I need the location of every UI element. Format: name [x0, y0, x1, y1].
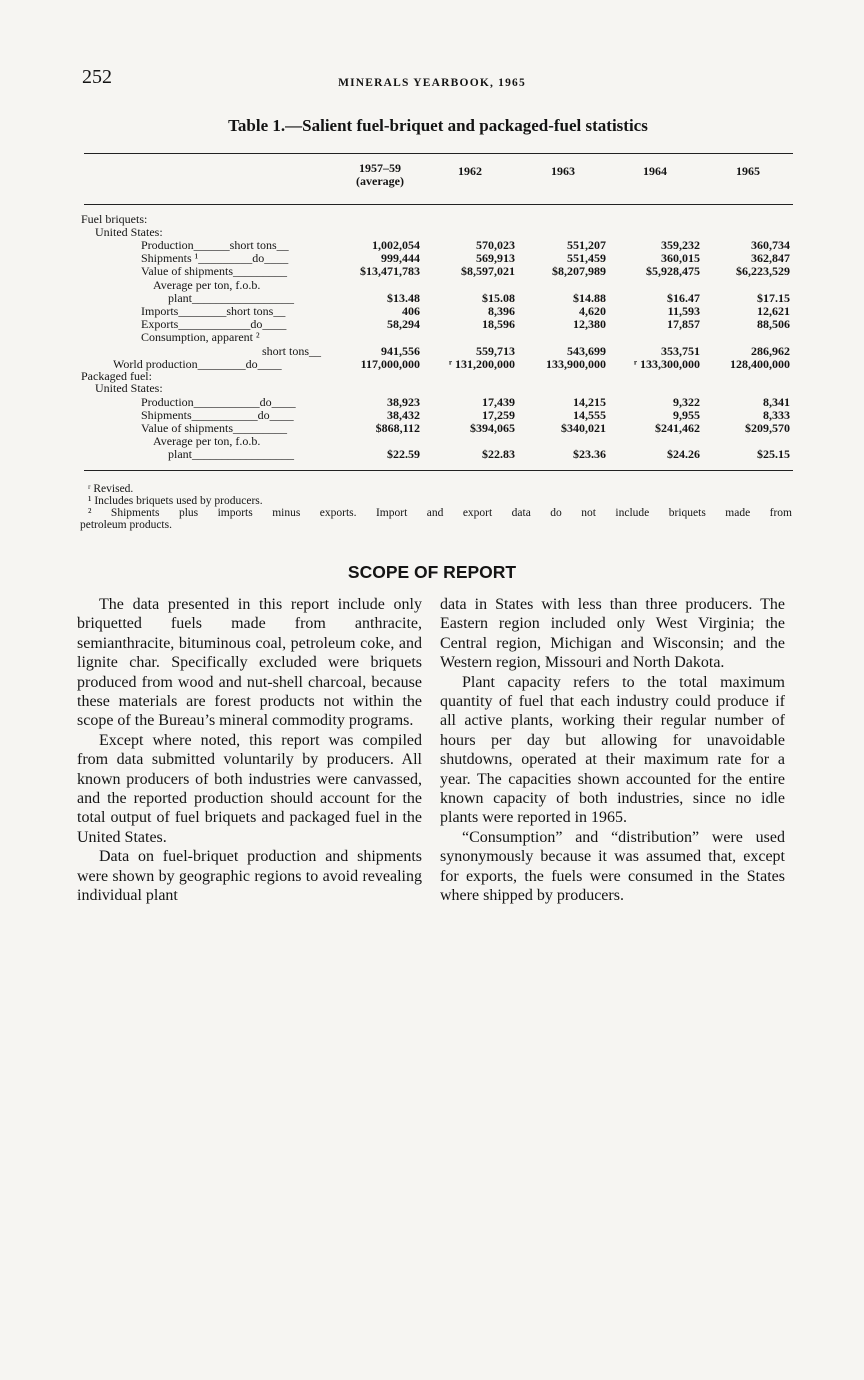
table-cell: 543,699	[567, 344, 606, 358]
row-label: Production______short tons__	[141, 238, 289, 252]
table-cell: $868,112	[375, 421, 420, 435]
table-cell: 286,962	[751, 344, 790, 358]
left-column	[77, 595, 422, 906]
table-top-rule	[84, 153, 793, 154]
table-cell: ʳ 131,200,000	[448, 357, 515, 371]
paragraph: The data presented in this report include only briquetted fuels made from anthracite, semianthracite, bituminous coal, petroleum coke, and lignite char. Specifically excluded were briquets produced from wood and nut-shell charcoal, because these materials are forest products not within the scope of the Bureau’s mineral commodity programs.	[77, 596, 422, 730]
table-cell: $340,021	[561, 421, 606, 435]
table-cell: 941,556	[381, 344, 420, 358]
table-row	[0, 396, 864, 408]
table-cell: $25.15	[757, 447, 790, 461]
table-cell: 38,923	[387, 395, 420, 409]
row-label: World production________do____	[113, 357, 282, 371]
table-cell: $6,223,529	[736, 264, 790, 278]
table-row	[0, 252, 864, 264]
row-label: Exports____________do____	[141, 317, 287, 331]
paragraph: Data on fuel-briquet production and shipments were shown by geographic regions to avoid revealing individual plant	[77, 848, 422, 905]
table-cell: $8,207,989	[552, 264, 606, 278]
table-cell: $17.15	[757, 291, 790, 305]
row-label: United States:	[95, 225, 163, 239]
column-header-1963: 1963	[551, 164, 575, 178]
table-cell: 17,439	[482, 395, 515, 409]
table-cell: 17,259	[482, 408, 515, 422]
table-cell: 360,015	[661, 251, 700, 265]
table-cell: $209,570	[745, 421, 790, 435]
row-label: plant_________________	[168, 291, 294, 305]
column-header-years: 1957–59	[359, 161, 401, 175]
table-cell: 14,215	[573, 395, 606, 409]
table-cell: 8,396	[488, 304, 515, 318]
footnote-revised: ʳ Revised.	[88, 483, 134, 495]
table-cell: 999,444	[381, 251, 420, 265]
section-title: SCOPE OF REPORT	[347, 562, 517, 582]
table-cell: 559,713	[476, 344, 515, 358]
table-cell: $16.47	[667, 291, 700, 305]
paragraph: data in States with less than three producers. The Eastern region included only West Virginia; the Central region, Michigan and Wisconsin; and the Western region, Missouri and North Dakota.	[440, 596, 785, 672]
table-cell: 12,621	[757, 304, 790, 318]
table-cell: $23.36	[573, 447, 606, 461]
row-label: Shipments___________do____	[141, 408, 294, 422]
table-cell: $13.48	[387, 291, 420, 305]
table-cell: 88,506	[757, 317, 790, 331]
table-cell: $13,471,783	[360, 264, 420, 278]
table-row	[0, 239, 864, 251]
table-cell: 133,900,000	[546, 357, 606, 371]
row-label: Average per ton, f.o.b.	[153, 278, 261, 292]
table-row	[0, 279, 864, 291]
table-row	[0, 422, 864, 434]
row-label: Value of shipments_________	[141, 421, 287, 435]
running-head: MINERALS YEARBOOK, 1965	[338, 77, 526, 89]
table-cell: 58,294	[387, 317, 420, 331]
table-cell: 4,620	[579, 304, 606, 318]
row-label: Production___________do____	[141, 395, 296, 409]
table-cell: 551,207	[567, 238, 606, 252]
table-cell: 14,555	[573, 408, 606, 422]
paragraph: Plant capacity refers to the total maximum quantity of fuel that each industry could produce if all active plants, working their regular number of hours per day but allowing for unavoidable shutdowns, operated at their maximum rate for a year. The capacities shown accounted for the entire known capacity of both industries, since no idle plants were reported in 1965.	[440, 673, 785, 827]
table-row	[0, 331, 864, 343]
column-header-1962: 1962	[458, 164, 482, 178]
table-cell: 9,322	[673, 395, 700, 409]
table-cell: 406	[402, 304, 420, 318]
table-cell: 17,857	[667, 317, 700, 331]
paragraph: Except where noted, this report was compiled from data submitted voluntarily by producers. All known producers of both industries were canvassed, and the reported production should account for the total output of fuel briquets and packaged fuel in the United States.	[77, 731, 422, 846]
table-cell: 362,847	[751, 251, 790, 265]
table-cell: 12,380	[573, 317, 606, 331]
table-row	[0, 382, 864, 394]
row-label: Value of shipments_________	[141, 264, 287, 278]
table-row	[0, 448, 864, 460]
table-cell: 8,341	[763, 395, 790, 409]
table-row	[0, 226, 864, 238]
table-cell: 551,459	[567, 251, 606, 265]
row-label: Shipments ¹_________do____	[141, 251, 289, 265]
table-footnotes	[80, 483, 792, 531]
table-row	[0, 409, 864, 421]
column-header-1964: 1964	[643, 164, 667, 178]
table-cell: $394,065	[470, 421, 515, 435]
table-cell: $22.59	[387, 447, 420, 461]
column-header-average: (average)	[356, 174, 404, 188]
table-cell: 8,333	[763, 408, 790, 422]
row-label: Packaged fuel:	[81, 369, 152, 383]
table-header-rule	[84, 204, 793, 205]
row-label: Average per ton, f.o.b.	[153, 434, 261, 448]
row-label: plant_________________	[168, 447, 294, 461]
table-row	[0, 213, 864, 225]
table-cell: 11,593	[667, 304, 700, 318]
table-cell: $14.88	[573, 291, 606, 305]
table-cell: $15.08	[482, 291, 515, 305]
table-row	[0, 345, 864, 357]
table-row	[0, 265, 864, 277]
row-label: Fuel briquets:	[81, 212, 148, 226]
row-label: short tons__	[262, 344, 322, 358]
table-cell: 38,432	[387, 408, 420, 422]
table-cell: $22.83	[482, 447, 515, 461]
table-cell: $241,462	[655, 421, 700, 435]
table-row	[0, 292, 864, 304]
table-bottom-rule	[84, 470, 793, 471]
row-label: Imports________short tons__	[141, 304, 286, 318]
footnote-2-continued: petroleum products.	[80, 519, 172, 531]
page-number: 252	[82, 66, 112, 88]
column-header-1965: 1965	[736, 164, 760, 178]
table-cell: 128,400,000	[730, 357, 790, 371]
table-cell: 1,002,054	[372, 238, 420, 252]
table-cell: $24.26	[667, 447, 700, 461]
table-cell: 117,000,000	[360, 357, 420, 371]
table-cell: $5,928,475	[646, 264, 700, 278]
paragraph: “Consumption” and “distribution” were used synonymously because it was assumed that, except for exports, the fuels were consumed in the States where shipped by producers.	[440, 828, 785, 905]
table-title: Table 1.—Salient fuel-briquet and packaged-fuel statistics	[228, 116, 648, 135]
table-cell: ʳ 133,300,000	[633, 357, 700, 371]
right-column	[440, 595, 785, 906]
table-row	[0, 305, 864, 317]
column-header-1957-59	[342, 162, 418, 188]
table-cell: 359,232	[661, 238, 700, 252]
footnote-1: ¹ Includes briquets used by producers.	[88, 495, 263, 507]
table-cell: 353,751	[661, 344, 700, 358]
row-label: United States:	[95, 381, 163, 395]
table-cell: 360,734	[751, 238, 790, 252]
table-cell: 569,913	[476, 251, 515, 265]
table-row	[0, 318, 864, 330]
table-cell: $8,597,021	[461, 264, 515, 278]
table-cell: 18,596	[482, 317, 515, 331]
row-label: Consumption, apparent ²	[141, 330, 260, 344]
table-cell: 570,023	[476, 238, 515, 252]
table-cell: 9,955	[673, 408, 700, 422]
footnote-2: ² Shipments plus imports minus exports. Import and export data do not include briquets made from	[88, 507, 792, 519]
table-row	[0, 435, 864, 447]
